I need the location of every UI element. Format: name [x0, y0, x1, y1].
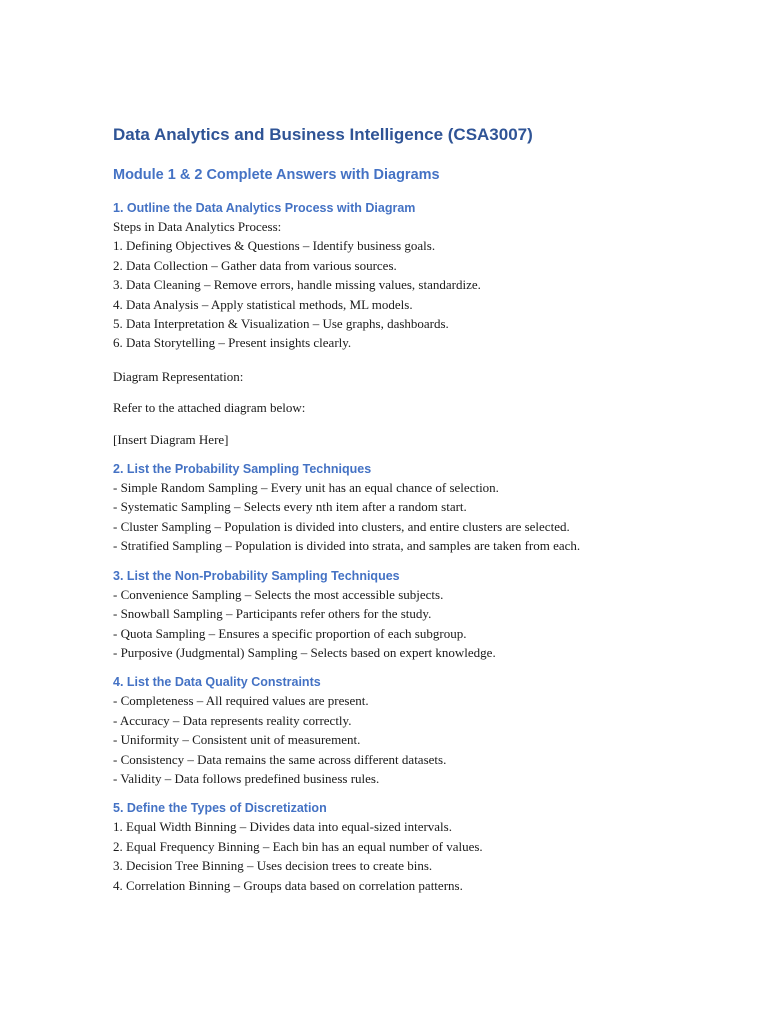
list-item: - Simple Random Sampling – Every unit has an equal chance of selection.	[113, 480, 499, 496]
list-item: - Stratified Sampling – Population is divided into strata, and samples are taken from each.	[113, 538, 581, 554]
list-item: - Systematic Sampling – Selects every nth item after a random start.	[113, 499, 467, 515]
list-item: - Purposive (Judgmental) Sampling – Selects based on expert knowledge.	[113, 644, 496, 660]
list-item: 3. Data Cleaning – Remove errors, handle missing values, standardize.	[113, 277, 481, 293]
list-item: - Consistency – Data remains the same across different datasets.	[113, 751, 447, 767]
list-item: - Cluster Sampling – Population is divided into clusters, and entire clusters are selected.	[113, 518, 570, 534]
list-item: 5. Data Interpretation & Visualization – Use graphs, dashboards.	[113, 316, 449, 332]
section-heading: 3. List the Non-Probability Sampling Techniques	[113, 568, 400, 583]
list-item: - Snowball Sampling – Participants refer others for the study.	[113, 606, 432, 622]
list-item: 1. Defining Objectives & Questions – Identify business goals.	[113, 238, 436, 254]
list-item: - Convenience Sampling – Selects the most accessible subjects.	[113, 586, 444, 602]
list-item: 1. Equal Width Binning – Divides data into equal-sized intervals.	[113, 819, 452, 835]
section-analytics-process	[113, 199, 733, 449]
list-item: - Completeness – All required values are present.	[113, 693, 369, 709]
section-heading: 4. List the Data Quality Constraints	[113, 675, 321, 690]
section-heading: 2. List the Probability Sampling Techniques	[113, 462, 372, 477]
list-item: 6. Data Storytelling – Present insights clearly.	[113, 335, 352, 351]
document-subtitle: Module 1 & 2 Complete Answers with Diagrams	[113, 167, 440, 183]
list-item: - Uniformity – Consistent unit of measurement.	[113, 732, 361, 748]
section-heading: 5. Define the Types of Discretization	[113, 801, 327, 816]
list-item: - Validity – Data follows predefined business rules.	[113, 770, 380, 786]
list-item: 2. Equal Frequency Binning – Each bin has an equal number of values.	[113, 838, 483, 854]
section-discretization	[113, 799, 733, 895]
list-item: 4. Correlation Binning – Groups data based on correlation patterns.	[113, 877, 463, 893]
section-heading: 1. Outline the Data Analytics Process with Diagram	[113, 201, 416, 215]
diagram-label: Diagram Representation:	[113, 368, 244, 384]
list-item: - Accuracy – Data represents reality correctly.	[113, 712, 352, 728]
section-intro: Steps in Data Analytics Process:	[113, 219, 282, 234]
document-page	[113, 124, 733, 906]
diagram-reference: Refer to the attached diagram below:	[113, 400, 306, 416]
list-item: 4. Data Analysis – Apply statistical methods, ML models.	[113, 296, 413, 312]
diagram-placeholder: [Insert Diagram Here]	[113, 431, 229, 447]
section-probability-sampling	[113, 460, 733, 556]
section-data-quality	[113, 673, 733, 788]
list-item: 3. Decision Tree Binning – Uses decision trees to create bins.	[113, 858, 433, 874]
list-item: - Quota Sampling – Ensures a specific proportion of each subgroup.	[113, 625, 467, 641]
section-non-probability-sampling	[113, 567, 733, 663]
document-title: Data Analytics and Business Intelligence (CSA3007)	[113, 125, 533, 144]
list-item: 2. Data Collection – Gather data from various sources.	[113, 257, 397, 273]
